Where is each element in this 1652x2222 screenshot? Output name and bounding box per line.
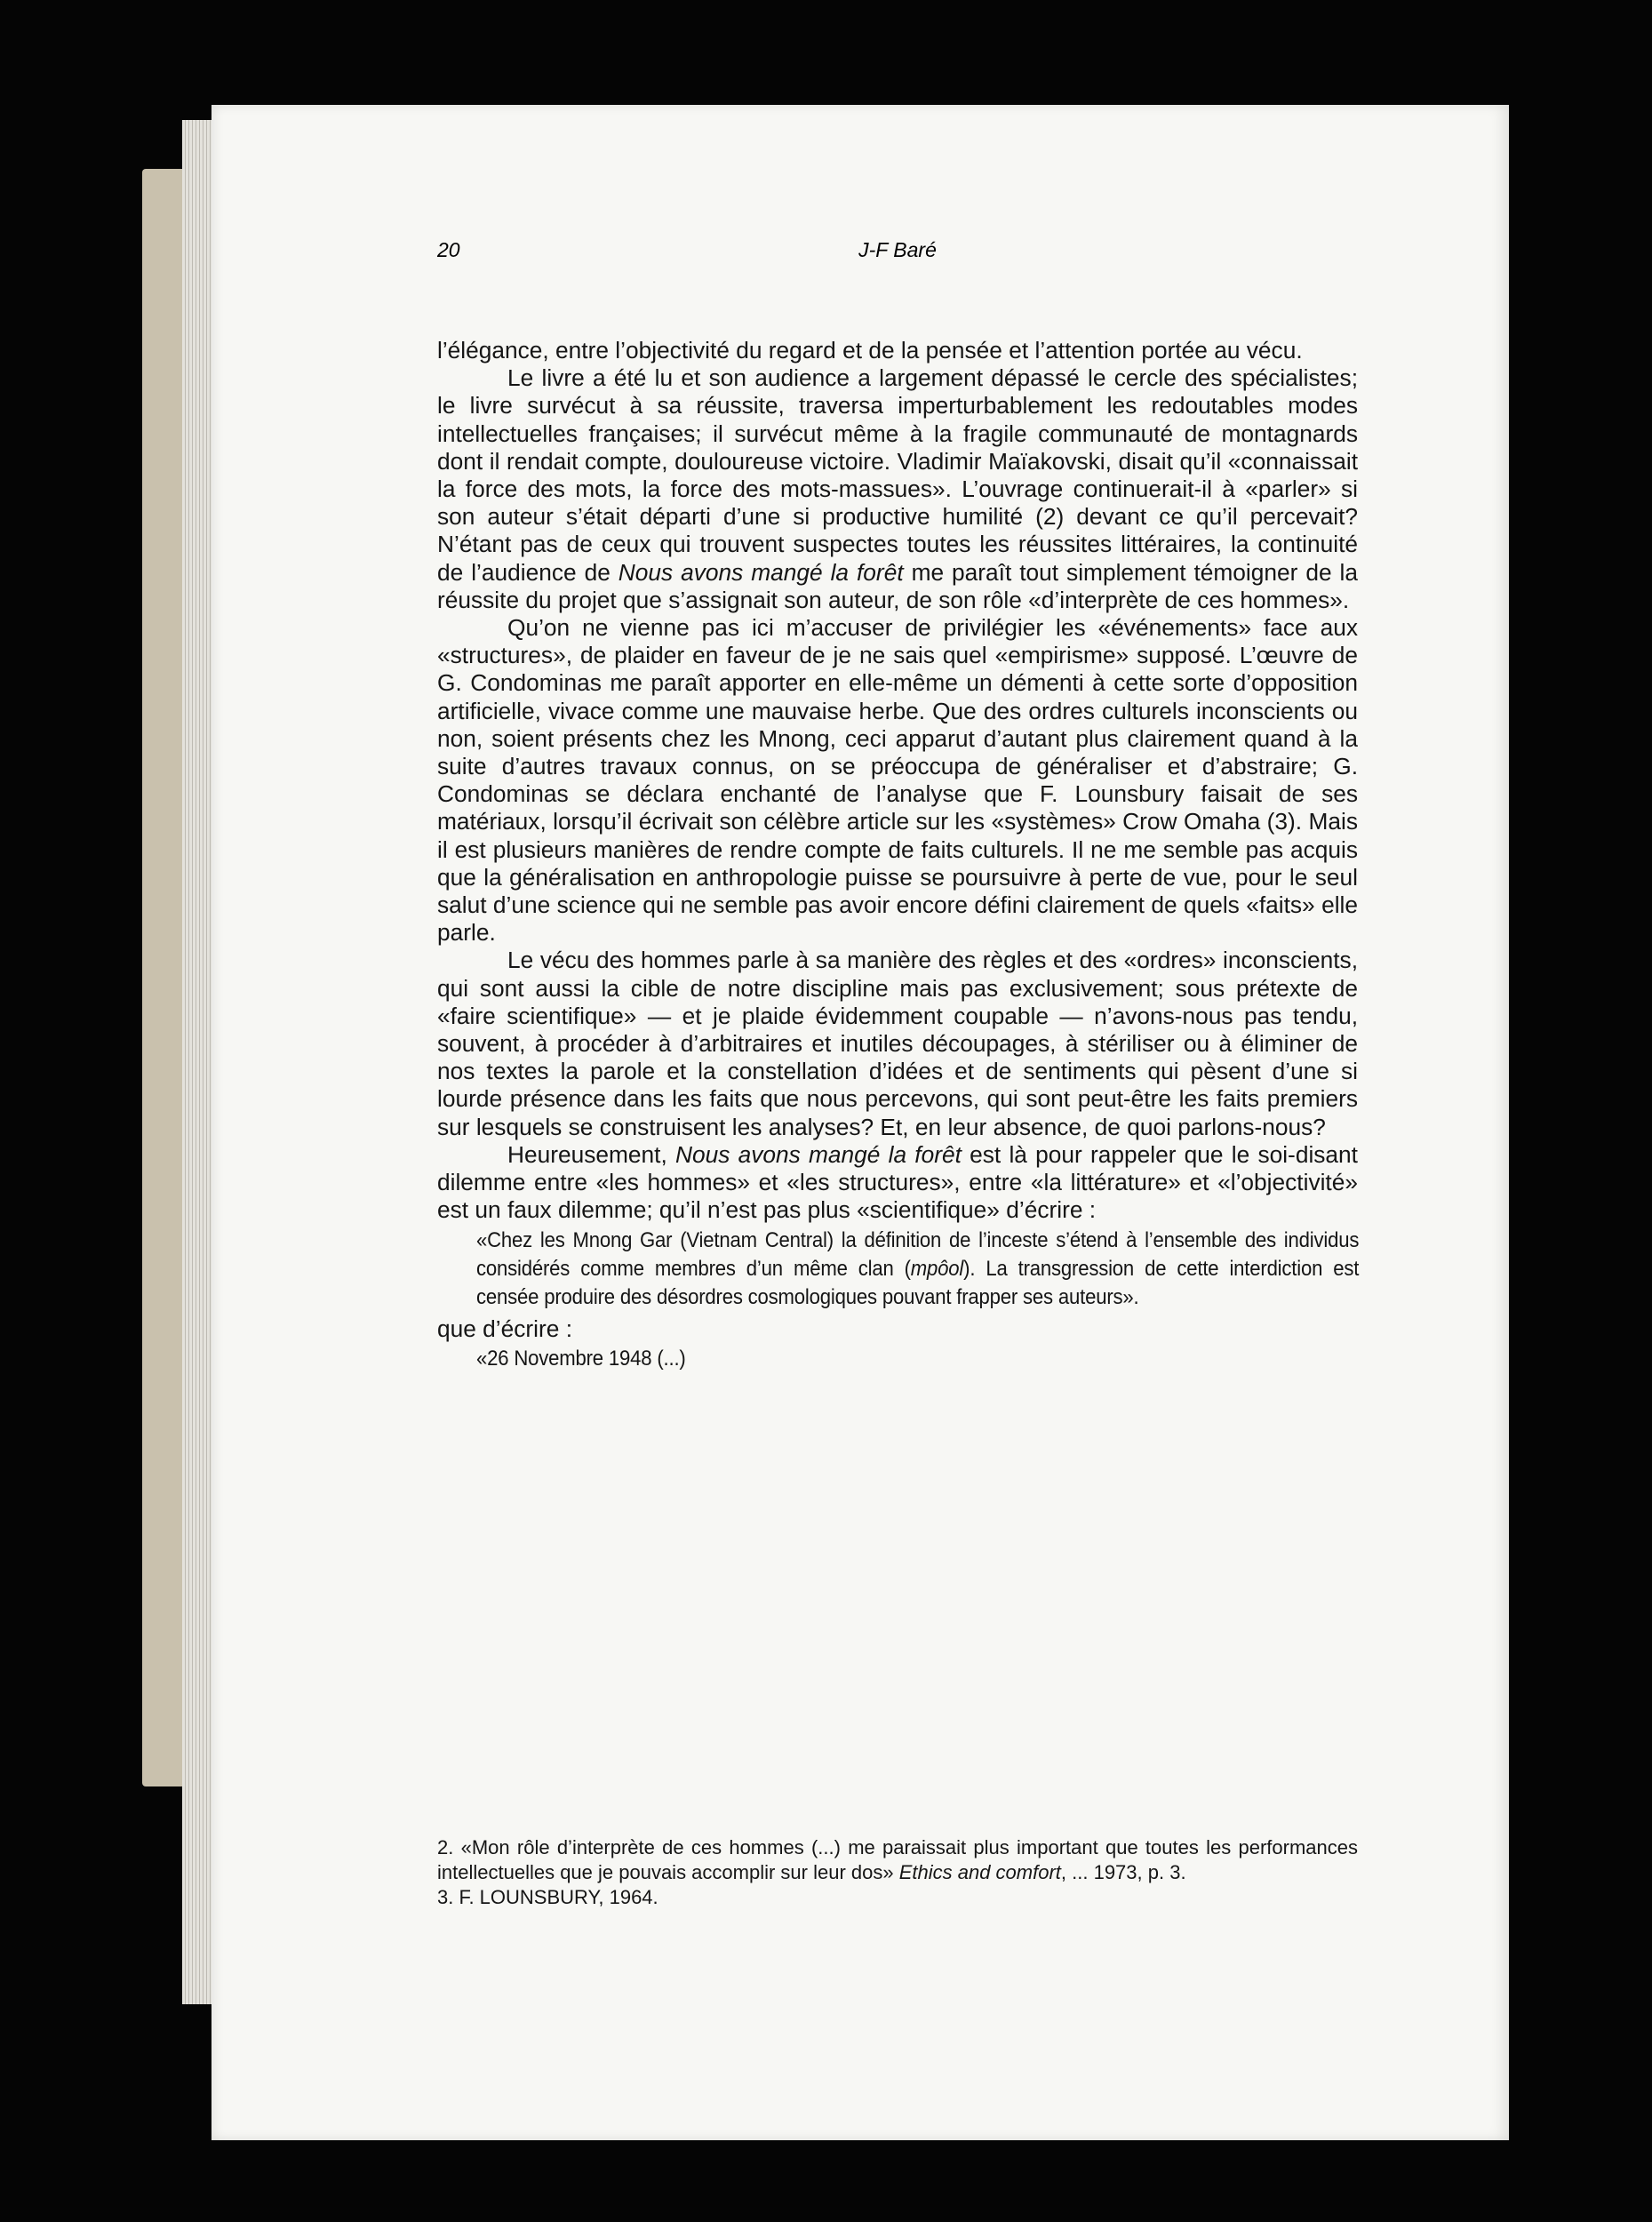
paragraph-5: [437, 1141, 1358, 1225]
body-text: [437, 337, 1358, 1377]
page-header: [437, 238, 1358, 267]
que-decrire: que d’écrire :: [437, 1315, 573, 1342]
footnote-2-tail: , ... 1973, p. 3.: [1060, 1861, 1186, 1884]
paragraph-2-text: Le livre a été lu et son audience a largement dépassé le cercle des spécialistes; le livre survécut à sa réussite, traversa imperturbablement les redoutables modes intellectuelles françaises; il survécut même à la fragile communauté de montagnards dont il rendait compte, douloureuse victoire. Vladimir Maïakovski, disait qu’il «connaissait la force des mots, la force des mots-massues». L’ouvrage continuerait-il à «parler» si son auteur s’était départi d’une si productive humilité (2) devant ce qu’il percevait? N’étant pas de ceux qui trouvent suspectes toutes les réussites littéraires, la continuité de l’audience de: [437, 364, 1358, 586]
paragraph-5-tail: est là pour rappeler que le soi-disant dilemme entre «les hommes» et «les structures», entre «la littérature» et «l’objectivité» est un faux dilemme; qu’il n’est pas plus «scientifique» d’écrire :: [437, 1140, 1358, 1224]
footnotes: [437, 1835, 1358, 1911]
paragraph-4: Le vécu des hommes parle à sa manière des règles et des «ordres» inconscients, qui sont aussi la cible de notre discipline mais pas exclusivement; sous prétexte de «faire scientifique» — et je plaide évidemment coupable — n’avons-nous pas tendu, souvent, à procéder à d’arbitraires et inutiles découpages, à stériliser ou à éliminer de nos textes la parole et la constellation d’idées et de sentiments qui pèsent d’une si lourde présence dans les faits que nous percevons, qui sont peut-être les faits premiers sur lesquels se construisent les analyses? Et, en leur absence, de quoi parlons-nous?: [437, 947, 1358, 1140]
book-title: Nous avons mangé la forêt: [618, 558, 904, 586]
footnote-2: [437, 1835, 1358, 1885]
clan-term: mpôol: [910, 1256, 964, 1281]
book-title-2: Nous avons mangé la forêt: [675, 1140, 962, 1168]
paragraph-2: [437, 364, 1358, 614]
running-head: J-F Baré: [858, 238, 937, 261]
quote-start: «Chez les Mnong Gar (Vietnam Central) la définition de l’inceste s’étend à l’ensemble des individus considérés comme membres d’un même clan (: [476, 1227, 1360, 1281]
footnote-3: 3. F. LOUNSBURY, 1964.: [437, 1886, 658, 1909]
footnote-2-text: 2. «Mon rôle d’interprète de ces hommes (...) me paraissait plus important que toutes les performances intellectuelles que je pouvais accomplir sur leur dos»: [437, 1836, 1358, 1884]
quote-tail: ). La transgression de cette interdiction est censée produire des désordres cosmologiques pouvant frapper ses auteurs».: [476, 1256, 1360, 1309]
paragraph-1: l’élégance, entre l’objectivité du regard et de la pensée et l’attention portée au vécu.: [437, 337, 1303, 364]
paragraph-3: Qu’on ne vienne pas ici m’accuser de privilégier les «événements» face aux «structures», de plaider en faveur de je ne sais quel «empirisme» supposé. L’œuvre de G. Condominas me paraît apporter en elle-même un démenti à cette sorte d’opposition artificielle, vivace comme une mauvaise herbe. Que des ordres culturels inconscients ou non, soient présents chez les Mnong, ceci apparut d’autant plus clairement quand à la suite d’autres travaux connus, on se préoccupa de généraliser et d’abstraire; G. Condominas se déclara enchanté de l’analyse que F. Lounsbury faisait de ses matériaux, lorsqu’il écrivait son célèbre article sur les «systèmes» Crow Omaha (3). Mais il est plusieurs manières de rendre compte de faits culturels. Il ne me semble pas acquis que la généralisation en anthropologie puisse se poursuivre à perte de vue, pour le seul salut d’une science qui ne semble pas avoir encore défini clairement de quels «faits» elle parle.: [437, 614, 1358, 947]
block-quote: [476, 1227, 1359, 1312]
page-number: 20: [437, 238, 460, 261]
footnote-2-title: Ethics and comfort: [898, 1861, 1061, 1884]
diary-entry: «26 Novembre 1948 (...): [476, 1346, 686, 1371]
paragraph-2-tail: me paraît tout simplement témoigner de la réussite du projet que s’assignait son auteur, de son rôle «d’interprète de ces hommes».: [437, 558, 1358, 613]
paragraph-5-start: Heureusement,: [507, 1140, 676, 1168]
